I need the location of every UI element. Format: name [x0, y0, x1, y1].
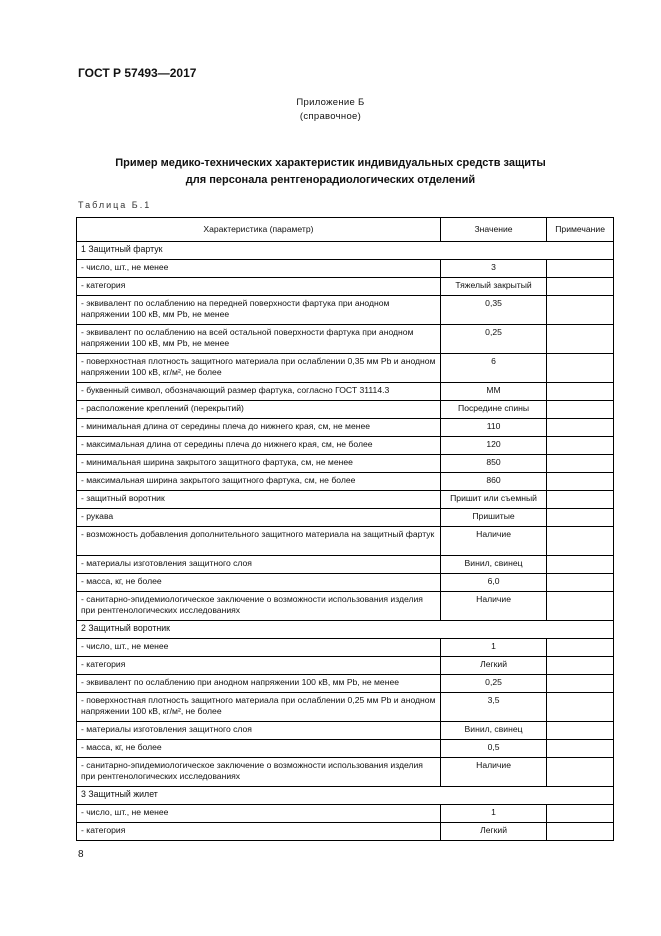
value-cell: 6 [440, 354, 546, 383]
parameter-cell: - категория [77, 823, 441, 841]
parameter-cell: - рукава [77, 509, 441, 527]
parameter-cell: - расположение креплений (перекрытий) [77, 401, 441, 419]
note-cell [547, 260, 614, 278]
note-cell [547, 354, 614, 383]
note-cell [547, 675, 614, 693]
value-cell: 3 [440, 260, 546, 278]
parameter-cell: - поверхностная плотность защитного материала при ослаблении 0,25 мм Pb и анодном напряжении 100 кВ, кг/м², не более [77, 693, 441, 722]
table-row [77, 693, 614, 722]
title-line-2: для персонала рентгенорадиологических отделений [185, 174, 476, 186]
parameter-cell: - возможность добавления дополнительного защитного материала на защитный фартук [77, 527, 441, 556]
section-row [77, 787, 614, 805]
section-title: 1 Защитный фартук [77, 242, 614, 260]
note-cell [547, 805, 614, 823]
value-cell: 120 [440, 437, 546, 455]
table-row [77, 657, 614, 675]
value-cell: Винил, свинец [440, 556, 546, 574]
note-cell [547, 383, 614, 401]
value-cell: Посредине спины [440, 401, 546, 419]
value-cell: ММ [440, 383, 546, 401]
value-cell: Легкий [440, 823, 546, 841]
column-header-value: Значение [440, 218, 546, 242]
note-cell [547, 509, 614, 527]
table-row [77, 401, 614, 419]
table-row [77, 491, 614, 509]
document-code: ГОСТ Р 57493—2017 [78, 66, 197, 80]
value-cell: Наличие [440, 758, 546, 787]
table-header-row [77, 218, 614, 242]
section-row [77, 621, 614, 639]
note-cell [547, 527, 614, 556]
parameter-cell: - буквенный символ, обозначающий размер фартука, согласно ГОСТ 31114.3 [77, 383, 441, 401]
value-cell: 0,5 [440, 740, 546, 758]
parameter-cell: - эквивалент по ослаблению на всей остальной поверхности фартука при анодном напряжении 100 кВ, мм Pb, не менее [77, 325, 441, 354]
parameter-cell: - число, шт., не менее [77, 805, 441, 823]
parameter-cell: - масса, кг, не более [77, 740, 441, 758]
parameter-cell: - эквивалент по ослаблению на передней поверхности фартука при анодном напряжении 100 кВ, мм Pb, не менее [77, 296, 441, 325]
table-row [77, 260, 614, 278]
table-row [77, 455, 614, 473]
table-row [77, 675, 614, 693]
table-row [77, 527, 614, 556]
note-cell [547, 325, 614, 354]
note-cell [547, 657, 614, 675]
table-row [77, 556, 614, 574]
value-cell: 110 [440, 419, 546, 437]
note-cell [547, 296, 614, 325]
parameter-cell: - санитарно-эпидемиологическое заключение о возможности использования изделия при рентгенологических исследованиях [77, 592, 441, 621]
note-cell [547, 592, 614, 621]
table-row [77, 354, 614, 383]
note-cell [547, 639, 614, 657]
note-cell [547, 473, 614, 491]
table-row [77, 740, 614, 758]
parameter-cell: - категория [77, 657, 441, 675]
note-cell [547, 419, 614, 437]
parameter-cell: - масса, кг, не более [77, 574, 441, 592]
table-row [77, 823, 614, 841]
column-header-parameter: Характеристика (параметр) [77, 218, 441, 242]
appendix-type: (справочное) [299, 111, 362, 122]
note-cell [547, 722, 614, 740]
value-cell: 0,25 [440, 675, 546, 693]
value-cell: Пришит или съемный [440, 491, 546, 509]
value-cell: 850 [440, 455, 546, 473]
table-caption: Таблица Б.1 [78, 200, 152, 210]
parameter-cell: - категория [77, 278, 441, 296]
table-row [77, 805, 614, 823]
note-cell [547, 740, 614, 758]
page-number: 8 [78, 849, 84, 860]
parameter-cell: - число, шт., не менее [77, 639, 441, 657]
table-row [77, 574, 614, 592]
column-header-note: Примечание [547, 218, 614, 242]
value-cell: Пришитые [440, 509, 546, 527]
table-row [77, 278, 614, 296]
value-cell: 860 [440, 473, 546, 491]
appendix-label: Приложение Б [296, 97, 365, 108]
value-cell: 6,0 [440, 574, 546, 592]
note-cell [547, 574, 614, 592]
note-cell [547, 437, 614, 455]
characteristics-table [76, 217, 614, 841]
note-cell [547, 278, 614, 296]
parameter-cell: - минимальная длина от середины плеча до нижнего края, см, не менее [77, 419, 441, 437]
parameter-cell: - защитный воротник [77, 491, 441, 509]
value-cell: Наличие [440, 527, 546, 556]
section-title: 2 Защитный воротник [77, 621, 614, 639]
parameter-cell: - эквивалент по ослаблению при анодном напряжении 100 кВ, мм Pb, не менее [77, 675, 441, 693]
table-row [77, 437, 614, 455]
note-cell [547, 556, 614, 574]
note-cell [547, 401, 614, 419]
table-row [77, 419, 614, 437]
parameter-cell: - поверхностная плотность защитного материала при ослаблении 0,35 мм Pb и анодном напряжении 100 кВ, кг/м², не более [77, 354, 441, 383]
value-cell: Наличие [440, 592, 546, 621]
parameter-cell: - санитарно-эпидемиологическое заключение о возможности использования изделия при рентгенологических исследованиях [77, 758, 441, 787]
table-row [77, 639, 614, 657]
table-row [77, 758, 614, 787]
value-cell: Тяжелый закрытый [440, 278, 546, 296]
parameter-cell: - максимальная ширина закрытого защитного фартука, см, не более [77, 473, 441, 491]
parameter-cell: - материалы изготовления защитного слоя [77, 556, 441, 574]
table-row [77, 509, 614, 527]
value-cell: 1 [440, 805, 546, 823]
table-body [77, 242, 614, 841]
table-row [77, 592, 614, 621]
appendix-heading [0, 96, 661, 124]
note-cell [547, 491, 614, 509]
value-cell: 1 [440, 639, 546, 657]
parameter-cell: - минимальная ширина закрытого защитного фартука, см, не менее [77, 455, 441, 473]
note-cell [547, 693, 614, 722]
section-row [77, 242, 614, 260]
value-cell: 0,25 [440, 325, 546, 354]
parameter-cell: - материалы изготовления защитного слоя [77, 722, 441, 740]
table-row [77, 325, 614, 354]
note-cell [547, 758, 614, 787]
note-cell [547, 455, 614, 473]
table-row [77, 473, 614, 491]
title-line-1: Пример медико-технических характеристик индивидуальных средств защиты [115, 157, 546, 169]
value-cell: 3,5 [440, 693, 546, 722]
table-row [77, 296, 614, 325]
table-row [77, 722, 614, 740]
parameter-cell: - максимальная длина от середины плеча до нижнего края, см, не более [77, 437, 441, 455]
value-cell: Винил, свинец [440, 722, 546, 740]
parameter-cell: - число, шт., не менее [77, 260, 441, 278]
value-cell: Легкий [440, 657, 546, 675]
page-title [0, 155, 661, 189]
note-cell [547, 823, 614, 841]
value-cell: 0,35 [440, 296, 546, 325]
section-title: 3 Защитный жилет [77, 787, 614, 805]
table-row [77, 383, 614, 401]
